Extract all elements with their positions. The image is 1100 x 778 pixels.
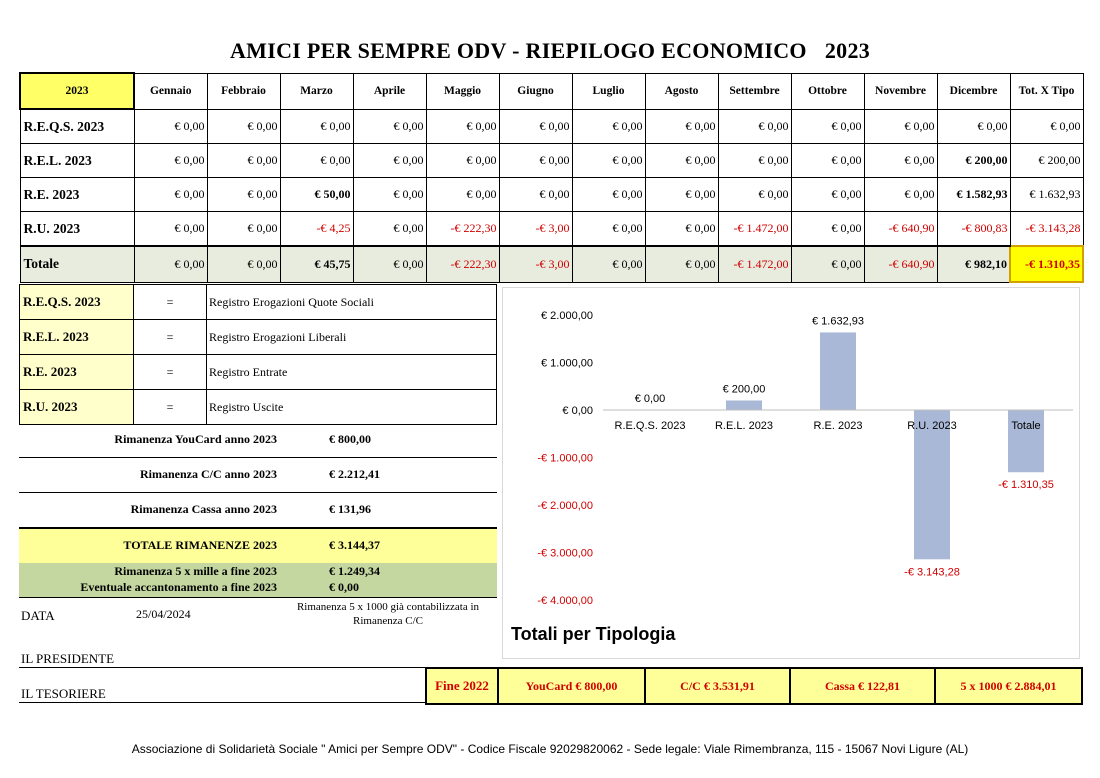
row-label: R.E.Q.S. 2023 (20, 109, 134, 144)
fine-2022-5x1000: 5 x 1000 € 2.884,01 (934, 669, 1081, 703)
table-cell: € 0,00 (499, 109, 572, 144)
table-cell: € 0,00 (791, 144, 864, 178)
table-cell: € 0,00 (426, 144, 499, 178)
y-tick-label: -€ 1.000,00 (537, 452, 593, 465)
table-cell: € 0,00 (718, 178, 791, 212)
category-label: R.E.L. 2023 (714, 420, 774, 432)
table-cell: € 0,00 (937, 109, 1010, 144)
table-cell: € 0,00 (718, 109, 791, 144)
row-label: R.U. 2023 (20, 212, 134, 247)
table-cell: € 1.632,93 (1010, 178, 1083, 212)
note-5x1000: Rimanenza 5 x 1000 già contabilizzata in Rimanenza C/C (296, 601, 480, 627)
column-header: Dicembre (937, 73, 1010, 109)
totals-chart (502, 287, 1080, 659)
table-cell: € 0,00 (353, 212, 426, 247)
table-cell: € 0,00 (353, 144, 426, 178)
table-cell: € 0,00 (864, 178, 937, 212)
fine-2022-label: Fine 2022 (435, 678, 489, 693)
table-cell: € 0,00 (353, 109, 426, 144)
table-cell: € 0,00 (426, 109, 499, 144)
table-cell: € 0,00 (134, 212, 207, 247)
fine-2022-cassa: Cassa € 122,81 (789, 669, 934, 703)
year-header-cell: 2023 (20, 73, 134, 109)
table-cell: € 200,00 (937, 144, 1010, 178)
column-header: Novembre (864, 73, 937, 109)
table-cell: € 200,00 (1010, 144, 1083, 178)
table-cell: € 0,00 (572, 178, 645, 212)
table-cell: € 0,00 (207, 178, 280, 212)
legend-description: Registro Entrate (207, 355, 497, 390)
legend-equals: = (134, 285, 207, 320)
column-header: Aprile (353, 73, 426, 109)
chart-title: Totali per Tipologia (511, 624, 676, 644)
data-label: -€ 3.143,28 (904, 566, 960, 579)
table-cell: € 0,00 (645, 109, 718, 144)
table-cell: € 0,00 (791, 212, 864, 247)
table-cell: € 0,00 (207, 144, 280, 178)
table-cell: -€ 4,25 (280, 212, 353, 247)
presidente-label: IL PRESIDENTE (21, 651, 115, 666)
table-cell: € 0,00 (791, 109, 864, 144)
data-value: 25/04/2024 (136, 607, 191, 621)
table-cell: € 50,00 (280, 178, 353, 212)
table-cell: € 0,00 (645, 144, 718, 178)
column-header: Luglio (572, 73, 645, 109)
table-cell: € 0,00 (353, 178, 426, 212)
column-header: Giugno (499, 73, 572, 109)
fine-2022-youcard: YouCard € 800,00 (497, 669, 644, 703)
table-cell: € 0,00 (280, 109, 353, 144)
bar (914, 410, 950, 559)
legend-description: Registro Erogazioni Quote Sociali (207, 285, 497, 320)
table-cell: € 0,00 (1010, 109, 1083, 144)
table-cell: -€ 800,83 (937, 212, 1010, 247)
table-cell: € 0,00 (207, 212, 280, 247)
table-cell: € 0,00 (426, 178, 499, 212)
table-cell: € 0,00 (718, 144, 791, 178)
table-cell: -€ 640,90 (864, 212, 937, 247)
column-header: Settembre (718, 73, 791, 109)
total-cell: € 0,00 (207, 246, 280, 282)
total-cell: -€ 1.472,00 (718, 246, 791, 282)
column-header: Febbraio (207, 73, 280, 109)
total-cell: -€ 640,90 (864, 246, 937, 282)
data-label: € 0,00 (634, 393, 666, 405)
column-header: Marzo (280, 73, 353, 109)
bar (726, 401, 762, 411)
table-cell: € 0,00 (499, 144, 572, 178)
table-cell: € 0,00 (572, 109, 645, 144)
fine-2022-cc: C/C € 3.531,91 (644, 669, 789, 703)
y-tick-label: -€ 2.000,00 (537, 500, 593, 512)
legend-table (19, 284, 497, 425)
total-cell: € 0,00 (791, 246, 864, 282)
table-cell: € 0,00 (134, 144, 207, 178)
column-header: Tot. X Tipo (1010, 73, 1083, 109)
fine-2022-box (425, 667, 1083, 705)
table-cell: -€ 222,30 (426, 212, 499, 247)
table-cell: € 0,00 (645, 178, 718, 212)
table-cell: € 0,00 (134, 178, 207, 212)
footer-text: Associazione di Solidarietà Sociale " Amici per Sempre ODV" - Codice Fiscale 92029820062 - Sede legale: Viale Rimembranza, 115 - 15067 Novi Ligure (AL) (131, 742, 969, 756)
data-label: € 200,00 (722, 383, 766, 396)
row-label: R.E. 2023 (20, 178, 134, 212)
row-label: R.E.L. 2023 (20, 144, 134, 178)
table-cell: € 0,00 (864, 109, 937, 144)
column-header: Agosto (645, 73, 718, 109)
total-cell: € 0,00 (134, 246, 207, 282)
legend-equals: = (134, 320, 207, 355)
total-cell: € 982,10 (937, 246, 1010, 282)
table-cell: € 1.582,93 (937, 178, 1010, 212)
monthly-summary-table (19, 72, 1084, 283)
table-cell: € 0,00 (280, 144, 353, 178)
table-cell: € 0,00 (572, 212, 645, 247)
total-cell: -€ 3,00 (499, 246, 572, 282)
total-cell: € 0,00 (572, 246, 645, 282)
column-header: Gennaio (134, 73, 207, 109)
total-cell: € 45,75 (280, 246, 353, 282)
column-header: Maggio (426, 73, 499, 109)
data-label: -€ 1.310,35 (998, 479, 1054, 492)
y-tick-label: € 0,00 (562, 405, 593, 417)
total-cell: -€ 1.310,35 (1010, 246, 1083, 282)
legend-key: R.E.L. 2023 (20, 320, 134, 355)
y-tick-label: -€ 4.000,00 (537, 595, 593, 607)
table-cell: € 0,00 (207, 109, 280, 144)
table-cell: € 0,00 (572, 144, 645, 178)
y-tick-label: € 2.000,00 (541, 310, 593, 322)
table-cell: € 0,00 (499, 178, 572, 212)
table-cell: -€ 3,00 (499, 212, 572, 247)
category-label: R.E. 2023 (813, 420, 863, 432)
bar (820, 332, 856, 410)
table-cell: € 0,00 (791, 178, 864, 212)
data-label: € 1.632,93 (812, 315, 864, 328)
total-row-label: Totale (20, 246, 134, 282)
table-cell: € 0,00 (864, 144, 937, 178)
legend-description: Registro Uscite (207, 390, 497, 425)
page-title: AMICI PER SEMPRE ODV - RIEPILOGO ECONOMICO 2023 (229, 38, 871, 63)
total-cell: -€ 222,30 (426, 246, 499, 282)
legend-key: R.U. 2023 (20, 390, 134, 425)
total-cell: € 0,00 (645, 246, 718, 282)
tesoriere-label: IL TESORIERE (21, 686, 106, 701)
legend-equals: = (134, 390, 207, 425)
y-tick-label: -€ 3.000,00 (537, 547, 593, 560)
legend-key: R.E.Q.S. 2023 (20, 285, 134, 320)
totals-chart-svg (503, 288, 1079, 658)
table-cell: € 0,00 (645, 212, 718, 247)
category-label: R.E.Q.S. 2023 (614, 420, 686, 432)
table-cell: € 0,00 (134, 109, 207, 144)
category-label: Totale (1011, 420, 1041, 432)
column-header: Ottobre (791, 73, 864, 109)
category-label: R.U. 2023 (907, 420, 957, 432)
table-cell: -€ 1.472,00 (718, 212, 791, 247)
y-tick-label: € 1.000,00 (541, 357, 593, 370)
data-label: DATA (21, 608, 55, 623)
legend-description: Registro Erogazioni Liberali (207, 320, 497, 355)
table-cell: -€ 3.143,28 (1010, 212, 1083, 247)
legend-equals: = (134, 355, 207, 390)
total-cell: € 0,00 (353, 246, 426, 282)
legend-key: R.E. 2023 (20, 355, 134, 390)
